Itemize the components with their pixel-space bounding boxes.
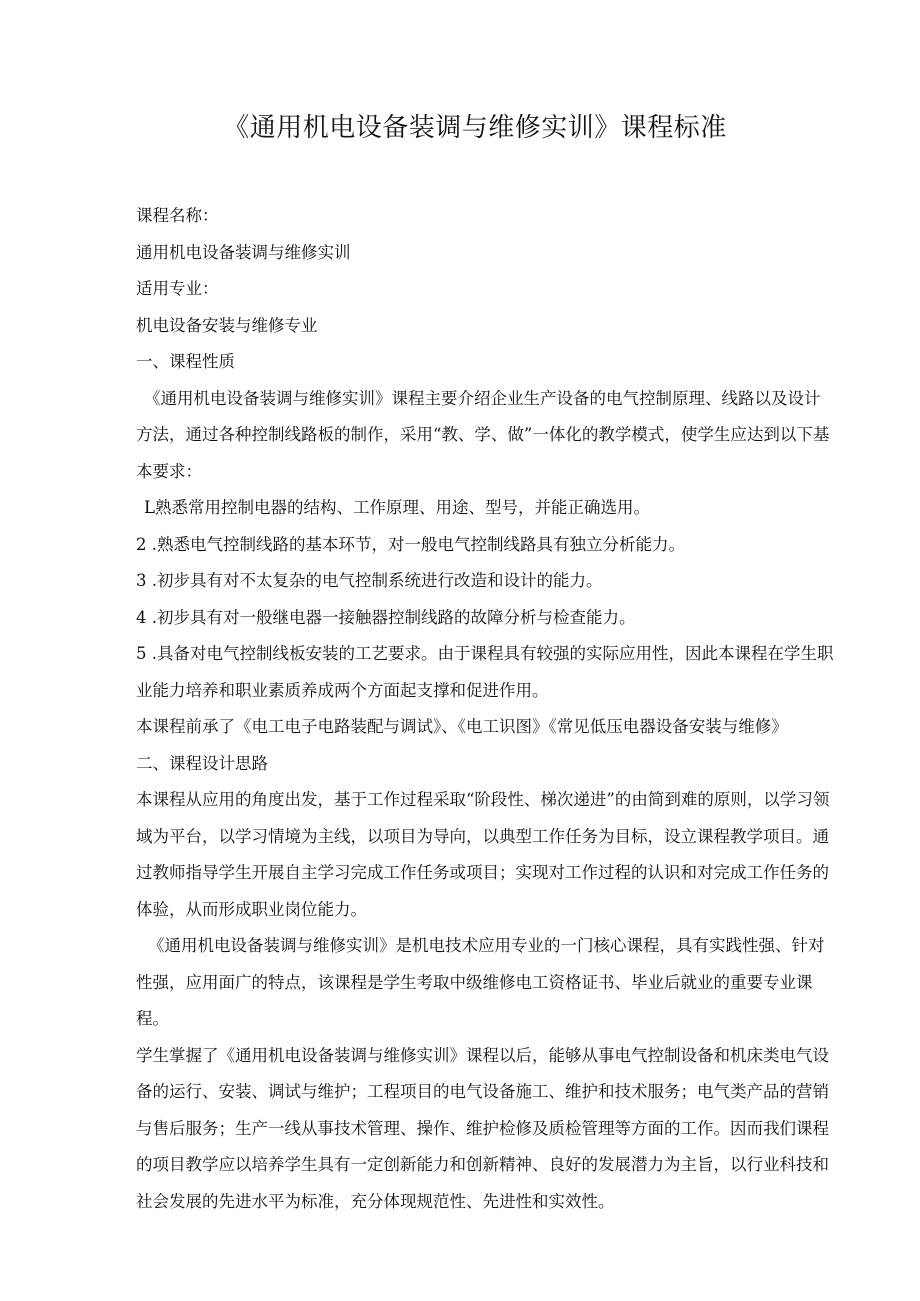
- course-name-label: 课程名称：: [136, 206, 219, 225]
- requirement-item: 2 .熟悉电气控制线路的基本环节，对一般电气控制线路具有独立分析能力。: [136, 534, 685, 554]
- requirement-item: L熟悉常用控制电器的结构、工作原理、用途、型号，并能正确选用。: [144, 498, 650, 517]
- requirement-item: 4 .初步具有对一般继电器一接触器控制线路的故障分析与检查能力。: [136, 607, 636, 627]
- section-heading-nature: 一、课程性质: [136, 352, 235, 371]
- requirement-item: 5 .具备对电气控制线板安装的工艺要求。由于课程具有较强的实际应用性，因此本课程在学生职业能力培养和职业素质养成两个方面起支撑和促进作用。: [136, 644, 834, 700]
- major-label: 适用专业：: [136, 279, 219, 298]
- design-paragraph: 本课程从应用的角度出发，基于工作过程采取“阶段性、梯次递进”的由简到难的原则，以学习领域为平台，以学习情境为主线，以项目为导向，以典型工作任务为目标，设立课程教学项目。通过教师指导学生开展自主学习完成工作任务或项目；实现对工作过程的认识和对完成工作任务的体验，从而形成职业岗位能力。: [136, 790, 830, 919]
- page-title: 《通用机电设备装调与维修实训》课程标准: [223, 113, 727, 143]
- design-paragraph: 学生掌握了《通用机电设备装调与维修实训》课程以后，能够从事电气控制设备和机床类电气设备的运行、安装、调试与维护；工程项目的电气设备施工、维护和技术服务；电气类产品的营销与售后服务；生产一线从事技术管理、操作、维护检修及质检管理等方面的工作。因而我们课程的项目教学应以培养学生具有一定创新能力和创新精神、良好的发展潜力为主旨，以行业科技和社会发展的先进水平为标准，充分体现规范性、先进性和实效性。: [136, 1045, 829, 1211]
- major: 机电设备安装与维修专业: [136, 315, 318, 335]
- section-nature-intro: 《通用机电设备装调与维修实训》课程主要介绍企业生产设备的电气控制原理、线路以及设计方法，通过各种控制线路板的制作，采用“教、学、做”一体化的教学模式，使学生应达到以下基本要求：: [136, 388, 830, 481]
- document-body: [136, 198, 836, 1220]
- requirement-item: 3 .初步具有对不太复杂的电气控制系统进行改造和设计的能力。: [136, 571, 603, 590]
- section-heading-design: 二、课程设计思路: [136, 753, 268, 773]
- course-name: 通用机电设备装调与维修实训: [136, 242, 351, 262]
- prerequisites-paragraph: 本课程前承了《电工电子电路装配与调试》、《电工识图》《常见低压电器设备安装与维修》: [136, 717, 788, 736]
- design-paragraph: 《通用机电设备装调与维修实训》是机电技术应用专业的一门核心课程，具有实践性强、针对性强，应用面广的特点，该课程是学生考取中级维修电工资格证书、毕业后就业的重要专业课程。: [136, 936, 825, 1028]
